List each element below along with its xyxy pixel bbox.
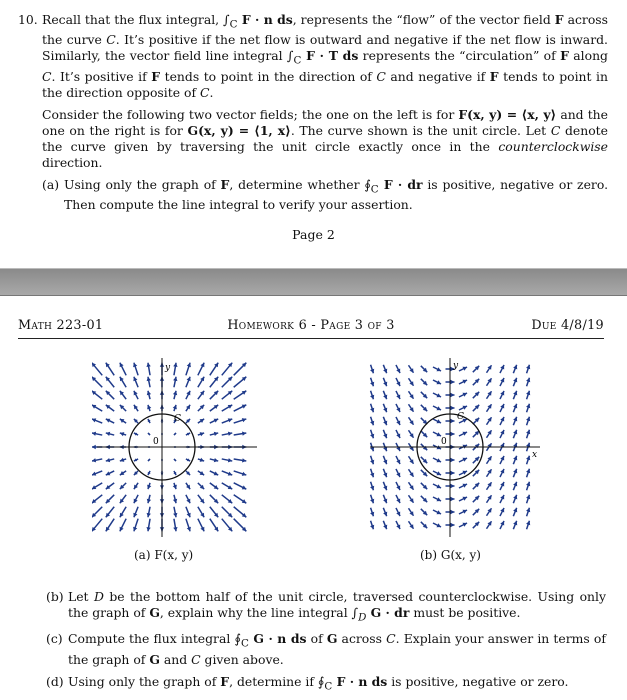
field-G-arrow xyxy=(500,469,504,477)
field-F-arrow xyxy=(198,391,204,399)
field-F-arrow xyxy=(148,459,150,461)
field-F-arrow xyxy=(120,432,126,436)
field-G-arrow xyxy=(487,417,492,424)
field-G-arrow xyxy=(459,380,467,384)
field-F-arrow xyxy=(92,471,102,476)
field-F-arrow xyxy=(198,419,204,423)
field-F-arrow xyxy=(106,471,114,475)
field-F-arrow xyxy=(234,495,247,503)
field-G-arrow xyxy=(409,417,414,424)
field-G-arrow xyxy=(409,469,414,476)
field-G-arrow xyxy=(383,495,387,503)
field-F-arrow xyxy=(198,432,204,436)
field-G-arrow xyxy=(396,430,400,438)
field-G-arrow xyxy=(473,509,479,515)
field-G-arrow xyxy=(396,521,400,529)
field-F-arrow xyxy=(92,519,102,532)
field-G-arrow xyxy=(421,392,427,398)
field-G-arrow xyxy=(383,365,387,373)
field-G-arrow xyxy=(513,469,517,477)
field-F-arrow xyxy=(210,363,218,376)
field-F-arrow xyxy=(234,405,247,411)
field-G-arrow xyxy=(473,366,479,372)
field-G-arrow xyxy=(409,521,414,528)
field-G-arrow xyxy=(396,495,400,503)
origin-label: 0 xyxy=(153,437,159,447)
field-G-arrow xyxy=(409,378,414,385)
field-F-arrow xyxy=(146,519,150,532)
field-G-arrow xyxy=(421,483,427,489)
field-G-arrow xyxy=(526,521,530,530)
field-F-arrow xyxy=(148,419,151,423)
field-F-arrow xyxy=(120,391,126,399)
curve-label: C xyxy=(457,412,464,422)
field-G-arrow xyxy=(370,495,374,504)
field-G-arrow xyxy=(500,417,504,425)
field-F-arrow xyxy=(147,377,151,388)
field-F-arrow xyxy=(106,391,114,399)
field-G-arrow xyxy=(459,406,467,410)
field-G-arrow xyxy=(487,456,492,463)
field-G-arrow xyxy=(500,378,504,386)
field-G-arrow xyxy=(370,521,374,530)
field-G-arrow xyxy=(396,508,400,516)
field-F-arrow xyxy=(222,458,233,462)
field-G-arrow xyxy=(513,365,517,373)
field-F-arrow xyxy=(198,458,204,462)
field-G-arrow xyxy=(421,496,427,502)
field-G-arrow xyxy=(396,391,400,399)
field-G-arrow xyxy=(473,379,479,385)
field-F-arrow xyxy=(198,507,204,518)
field-F-arrow xyxy=(186,363,191,376)
problem-10 xyxy=(18,12,608,217)
field-G-arrow xyxy=(383,482,387,490)
field-F-arrow xyxy=(234,458,247,462)
field-F-arrow xyxy=(92,405,102,411)
field-F-arrow xyxy=(134,471,138,475)
field-F-arrow xyxy=(120,419,126,423)
field-G-arrow xyxy=(396,469,400,477)
field-F-arrow xyxy=(173,391,177,399)
field-F-arrow xyxy=(120,363,126,376)
field-F-arrow xyxy=(134,405,138,411)
field-G-arrow xyxy=(473,496,479,502)
field-G-arrow xyxy=(473,457,479,463)
field-G-arrow xyxy=(513,456,517,464)
field-G-arrow xyxy=(500,521,504,529)
field-G-arrow xyxy=(526,430,530,439)
field-G-arrow xyxy=(500,404,504,412)
vector-field-F-plot xyxy=(92,355,262,540)
intro-paragraph: Recall that the flux integral, $\int_C$ F · n ds, represents the “flow” of the vector field F across the curve C. It’s positive if the net flow is outward and negative if the net flow is inward. Similarly, the vector field line integral $\int_C$ F · T ds represents the “circulation” of F along C. It’s positive if F tends to point in the direction of C and negative if F tends to point in the direction opposite of C. xyxy=(42,12,609,100)
field-F-arrow xyxy=(210,419,218,423)
field-G-arrow xyxy=(421,405,427,411)
field-F-arrow xyxy=(210,519,218,532)
field-F-arrow xyxy=(120,507,126,518)
field-G-arrow xyxy=(526,482,530,491)
field-F-arrow xyxy=(120,495,126,503)
field-F-arrow xyxy=(234,363,247,376)
field-G-arrow xyxy=(370,482,374,491)
field-G-arrow xyxy=(433,393,441,397)
field-G-arrow xyxy=(409,456,414,463)
field-G-arrow xyxy=(383,508,387,516)
field-F-arrow xyxy=(222,519,233,532)
field-F-arrow xyxy=(173,471,176,475)
field-G-arrow xyxy=(383,469,387,477)
field-G-arrow xyxy=(526,508,530,517)
field-F-arrow xyxy=(173,495,177,503)
field-F-arrow xyxy=(106,519,114,532)
field-F-arrow xyxy=(198,471,204,475)
field-F-arrow xyxy=(134,391,138,399)
field-F-arrow xyxy=(234,507,247,518)
field-G-arrow xyxy=(459,367,467,371)
field-F-arrow xyxy=(106,483,114,489)
field-F-arrow xyxy=(106,419,114,423)
field-F-arrow xyxy=(92,483,102,489)
field-G-arrow xyxy=(473,405,479,411)
field-F-arrow xyxy=(173,483,177,489)
field-F-arrow xyxy=(222,483,233,489)
field-F-arrow xyxy=(222,418,233,423)
part-d: (d) Using only the graph of F, determine if $∮_C$ F · n ds is positive, negative or zero. xyxy=(46,673,569,693)
homework-title: Homework 6 - Page 3 of 3 xyxy=(227,318,395,333)
field-G-arrow xyxy=(500,430,504,438)
field-G-arrow xyxy=(383,417,387,425)
field-F-arrow xyxy=(173,507,177,518)
field-G-arrow xyxy=(433,406,441,410)
field-F-arrow xyxy=(106,495,114,503)
field-G-arrow xyxy=(370,430,374,439)
field-G-arrow xyxy=(526,469,530,478)
field-G-arrow xyxy=(513,495,517,503)
field-F-arrow xyxy=(146,363,150,376)
field-G-arrow xyxy=(487,508,492,515)
field-F-arrow xyxy=(134,483,138,489)
field-G-arrow xyxy=(526,365,530,374)
field-F-arrow xyxy=(234,391,247,399)
y-axis-label: y xyxy=(453,361,459,371)
field-F-arrow xyxy=(198,495,204,503)
field-F-arrow xyxy=(222,377,233,388)
field-G-arrow xyxy=(433,458,441,462)
field-F-arrow xyxy=(210,391,218,399)
field-G-arrow xyxy=(409,430,414,437)
field-G-arrow xyxy=(500,365,504,373)
field-F-arrow xyxy=(133,377,138,388)
field-G-arrow xyxy=(421,457,427,463)
field-G-arrow xyxy=(459,393,467,397)
field-F-arrow xyxy=(222,432,233,436)
field-G-arrow xyxy=(526,495,530,504)
field-G-arrow xyxy=(526,378,530,387)
field-F-arrow xyxy=(222,495,233,503)
field-F-arrow xyxy=(106,507,114,518)
field-G-arrow xyxy=(396,365,400,373)
field-F-arrow xyxy=(133,363,138,376)
field-G-arrow xyxy=(370,378,374,387)
field-G-arrow xyxy=(500,391,504,399)
field-G-arrow xyxy=(459,497,467,501)
field-G-arrow xyxy=(526,404,530,413)
field-G-arrow xyxy=(473,483,479,489)
field-F-arrow xyxy=(120,377,126,388)
header-rule xyxy=(18,338,604,339)
field-F-arrow xyxy=(198,377,204,388)
field-G-arrow xyxy=(396,404,400,412)
field-G-arrow xyxy=(433,523,441,527)
field-G-arrow xyxy=(396,378,400,386)
field-F-arrow xyxy=(106,405,114,411)
field-G-arrow xyxy=(513,404,517,412)
field-F-arrow xyxy=(210,507,218,518)
field-G-arrow xyxy=(421,522,427,528)
field-F-arrow xyxy=(173,363,177,376)
field-F-arrow xyxy=(120,458,126,462)
field-F-arrow xyxy=(134,458,138,461)
problem-number: 10. xyxy=(18,12,38,27)
field-G-arrow xyxy=(487,378,492,385)
field-F-arrow xyxy=(174,433,176,435)
field-F-arrow xyxy=(134,419,138,423)
field-F-arrow xyxy=(147,483,151,489)
due-date: Due 4/8/19 xyxy=(531,318,604,333)
field-G-arrow xyxy=(500,482,504,490)
vector-field-G-plot xyxy=(365,355,545,540)
field-G-arrow xyxy=(409,495,414,502)
field-F-arrow xyxy=(234,377,247,388)
field-G-arrow xyxy=(396,456,400,464)
field-G-arrow xyxy=(383,430,387,438)
field-G-arrow xyxy=(409,508,414,515)
field-G-arrow xyxy=(421,366,427,372)
field-G-arrow xyxy=(409,391,414,398)
field-F-arrow xyxy=(92,377,102,388)
field-F-arrow xyxy=(133,507,138,518)
field-G-arrow xyxy=(513,482,517,490)
field-F-arrow xyxy=(186,507,191,518)
field-G-arrow xyxy=(500,508,504,516)
field-G-arrow xyxy=(459,484,467,488)
field-F-arrow xyxy=(198,363,204,376)
field-F-arrow xyxy=(147,391,151,399)
field-G-arrow xyxy=(459,458,467,462)
field-G-arrow xyxy=(370,469,374,478)
field-G-arrow xyxy=(383,378,387,386)
field-F-arrow xyxy=(92,391,102,399)
field-G-arrow xyxy=(473,392,479,398)
field-F-arrow xyxy=(134,495,138,503)
field-G-arrow xyxy=(487,365,492,372)
field-G-arrow xyxy=(513,521,517,529)
field-G-arrow xyxy=(459,510,467,514)
part-c: (c) Compute the flux integral $∮_C$ G · n ds of G across C. Explain your answer in terms of the graph of G and C given above. xyxy=(46,631,606,667)
field-F-arrow xyxy=(174,459,176,461)
field-F-arrow xyxy=(186,495,190,503)
field-G-arrow xyxy=(487,482,492,489)
curve-label: C xyxy=(174,414,181,424)
field-G-arrow xyxy=(459,523,467,527)
field-F-arrow xyxy=(147,405,151,411)
field-G-arrow xyxy=(421,509,427,515)
field-F-arrow xyxy=(106,377,114,388)
field-G-arrow xyxy=(487,430,492,437)
field-F-arrow xyxy=(148,433,150,435)
field-F-arrow xyxy=(210,483,218,489)
course-label: Math 223-01 xyxy=(18,318,104,333)
field-F-arrow xyxy=(210,471,218,475)
field-F-arrow xyxy=(234,431,247,435)
field-G-arrow xyxy=(513,430,517,438)
field-F-arrow xyxy=(186,377,191,388)
field-F-arrow xyxy=(106,363,114,376)
field-F-arrow xyxy=(148,471,151,475)
field-G-arrow xyxy=(409,404,414,411)
consider-paragraph: Consider the following two vector fields; the one on the left is for F(x, y) = ⟨x, y⟩ and the one on the right is for G(x, y) = ⟨1, x⟩. The curve shown is the unit circle. Let C denote the curve given by traversing the unit circle exactly once in the counterclockwise direction. xyxy=(42,106,608,170)
field-F-arrow xyxy=(120,405,126,411)
field-G-arrow xyxy=(370,365,374,374)
field-F-arrow xyxy=(120,483,126,489)
field-F-arrow xyxy=(198,519,204,532)
field-G-arrow xyxy=(513,378,517,386)
field-F-arrow xyxy=(186,391,190,399)
field-F-arrow xyxy=(186,433,190,436)
field-F-arrow xyxy=(186,458,190,461)
caption-b: (b) G(x, y) xyxy=(420,548,481,562)
field-G-arrow xyxy=(421,431,427,437)
field-G-arrow xyxy=(409,365,414,372)
field-F-arrow xyxy=(106,432,114,436)
field-F-arrow xyxy=(147,495,151,503)
field-F-arrow xyxy=(92,458,102,462)
field-G-arrow xyxy=(433,419,441,423)
field-F-arrow xyxy=(92,432,102,436)
field-F-arrow xyxy=(222,391,233,399)
field-G-arrow xyxy=(487,404,492,411)
field-F-arrow xyxy=(133,519,138,532)
field-G-arrow xyxy=(433,484,441,488)
field-G-arrow xyxy=(487,495,492,502)
field-G-arrow xyxy=(370,417,374,426)
field-G-arrow xyxy=(383,521,387,529)
field-F-arrow xyxy=(234,471,247,476)
field-G-arrow xyxy=(459,432,467,436)
field-G-arrow xyxy=(409,482,414,489)
field-G-arrow xyxy=(500,495,504,503)
field-F-arrow xyxy=(186,419,190,423)
remaining-parts xyxy=(46,589,606,700)
field-G-arrow xyxy=(500,456,504,464)
field-F-arrow xyxy=(222,405,233,411)
field-F-arrow xyxy=(198,405,204,411)
field-F-arrow xyxy=(222,363,233,376)
field-F-arrow xyxy=(186,405,190,411)
field-G-arrow xyxy=(513,508,517,516)
field-F-arrow xyxy=(106,458,114,462)
part-a: (a) Using only the graph of F, determine whether $∮_C$ F · dr is positive, negative or zero. Then compute the line integral to verify your assertion. xyxy=(42,176,609,213)
field-G-arrow xyxy=(433,510,441,514)
origin-label: 0 xyxy=(441,437,447,447)
field-G-arrow xyxy=(383,456,387,464)
field-F-arrow xyxy=(120,471,126,475)
field-F-arrow xyxy=(210,432,218,436)
field-G-arrow xyxy=(473,522,479,528)
field-G-arrow xyxy=(526,417,530,426)
field-G-arrow xyxy=(370,508,374,517)
page-break xyxy=(0,268,627,296)
page-number: Page 2 xyxy=(292,227,335,242)
field-G-arrow xyxy=(487,521,492,528)
field-F-arrow xyxy=(186,483,190,489)
field-F-arrow xyxy=(234,519,247,532)
field-F-arrow xyxy=(210,495,218,503)
part-b: (b) Let D be the bottom half of the unit circle, traversed counterclockwise. Using only the graph of G, explain why the line integral $\int_D$ G · dr must be positive. xyxy=(46,589,607,624)
field-G-arrow xyxy=(370,391,374,400)
field-G-arrow xyxy=(487,469,492,476)
field-G-arrow xyxy=(370,404,374,413)
field-F-arrow xyxy=(92,495,102,503)
field-F-arrow xyxy=(234,418,247,423)
field-F-arrow xyxy=(147,507,151,518)
field-F-arrow xyxy=(222,471,233,476)
field-F-arrow xyxy=(210,377,218,388)
field-F-arrow xyxy=(186,519,191,532)
field-F-arrow xyxy=(234,483,247,489)
field-G-arrow xyxy=(433,432,441,436)
field-F-arrow xyxy=(198,483,204,489)
field-G-arrow xyxy=(396,417,400,425)
field-G-arrow xyxy=(396,482,400,490)
field-G-arrow xyxy=(433,497,441,501)
field-G-arrow xyxy=(473,431,479,437)
field-G-arrow xyxy=(383,404,387,412)
field-F-arrow xyxy=(92,418,102,423)
field-F-arrow xyxy=(92,507,102,518)
field-G-arrow xyxy=(433,367,441,371)
field-F-arrow xyxy=(173,405,177,411)
field-G-arrow xyxy=(433,380,441,384)
field-G-arrow xyxy=(526,456,530,465)
field-G-arrow xyxy=(433,471,441,475)
field-G-arrow xyxy=(526,391,530,400)
field-F-arrow xyxy=(173,519,177,532)
field-G-arrow xyxy=(370,456,374,465)
field-G-arrow xyxy=(513,391,517,399)
field-F-arrow xyxy=(173,377,177,388)
field-G-arrow xyxy=(513,417,517,425)
field-F-arrow xyxy=(92,363,102,376)
caption-a: (a) F(x, y) xyxy=(134,548,194,562)
field-G-arrow xyxy=(421,379,427,385)
field-F-arrow xyxy=(120,519,126,532)
field-F-arrow xyxy=(134,433,138,436)
field-G-arrow xyxy=(487,391,492,398)
field-G-arrow xyxy=(383,391,387,399)
field-F-arrow xyxy=(222,507,233,518)
field-F-arrow xyxy=(210,405,218,411)
field-F-arrow xyxy=(210,458,218,462)
field-F-arrow xyxy=(186,471,190,475)
field-G-arrow xyxy=(459,471,467,475)
y-axis-label: y xyxy=(165,363,171,373)
x-axis-label: x xyxy=(532,450,538,460)
